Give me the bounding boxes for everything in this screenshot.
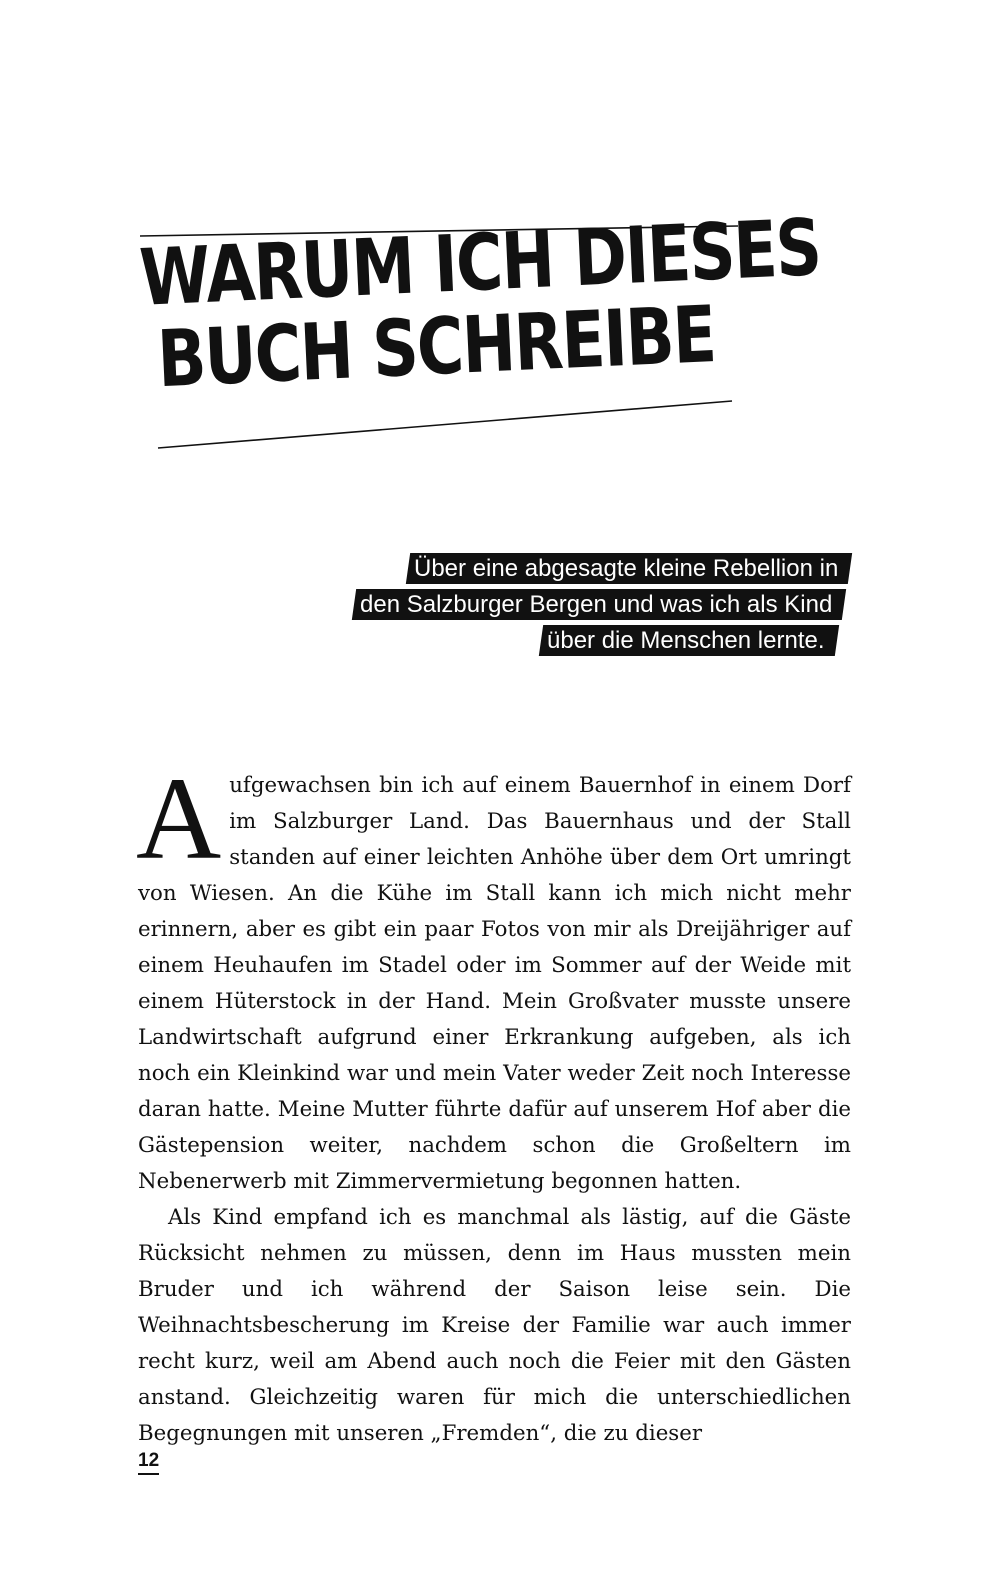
- subtitle-text-3: über die Menschen lernte.: [546, 627, 824, 654]
- subtitle-line-2: [330, 589, 844, 625]
- paragraph-1-text: ufgewachsen bin ich auf einem Bauernhof in einem Dorf im Salzburger Land. Das Bauernhaus und der Stall standen auf einer leichten Anhöhe über dem Ort umringt von Wiesen. An die Kühe im Stall kann ich mich nicht mehr erinnern, aber es gibt ein paar Fotos von mir als Dreijähriger auf einem Heuhaufen im Stadel oder im Sommer auf der Weide mit einem Hüterstock in der Hand. Mein Großvater musste unsere Landwirtschaft aufgrund einer Erkrankung aufgeben, als ich noch ein Kleinkind war und mein Vater weder Zeit noch Interesse daran hatte. Meine Mutter führte dafür auf unserem Hof aber die Gästepension weiter, nachdem schon die Großeltern im Nebenerwerb mit Zimmervermietung begonnen hatten.: [138, 773, 851, 1194]
- chapter-title: [137, 203, 823, 406]
- subtitle-text-1: Über eine abgesagte kleine Rebellion in: [413, 555, 838, 582]
- chapter-subtitle: [330, 553, 850, 661]
- subtitle-line-3: [330, 625, 836, 661]
- drop-cap: A: [136, 753, 222, 884]
- body-text: [136, 753, 851, 1452]
- paragraph-2-text: Als Kind empfand ich es manchmal als lästig, auf die Gäste Rücksicht nehmen zu müssen, denn im Haus mussten mein Bruder und ich während der Saison leise sein. Die Weihnachtsbescherung im Kreise der Familie war auch immer recht kurz, weil am Abend auch noch die Feier mit den Gästen anstand. Gleichzeitig waren für mich die unterschiedlichen Begegnungen mit unseren „Fremden“, die zu dieser: [138, 1205, 851, 1446]
- chapter-title-line-1: WARUM ICH DIESES: [137, 203, 823, 324]
- paragraph-2: [138, 1200, 851, 1452]
- chapter-title-line-2: BUCH SCHREIBE: [155, 289, 717, 406]
- subtitle-text-2: den Salzburger Bergen und was ich als Kind: [359, 591, 832, 618]
- page-number: 12: [138, 1450, 159, 1475]
- title-bottom-rule: [156, 396, 736, 454]
- paragraph-1: [136, 753, 851, 1200]
- subtitle-line-1: [330, 553, 850, 589]
